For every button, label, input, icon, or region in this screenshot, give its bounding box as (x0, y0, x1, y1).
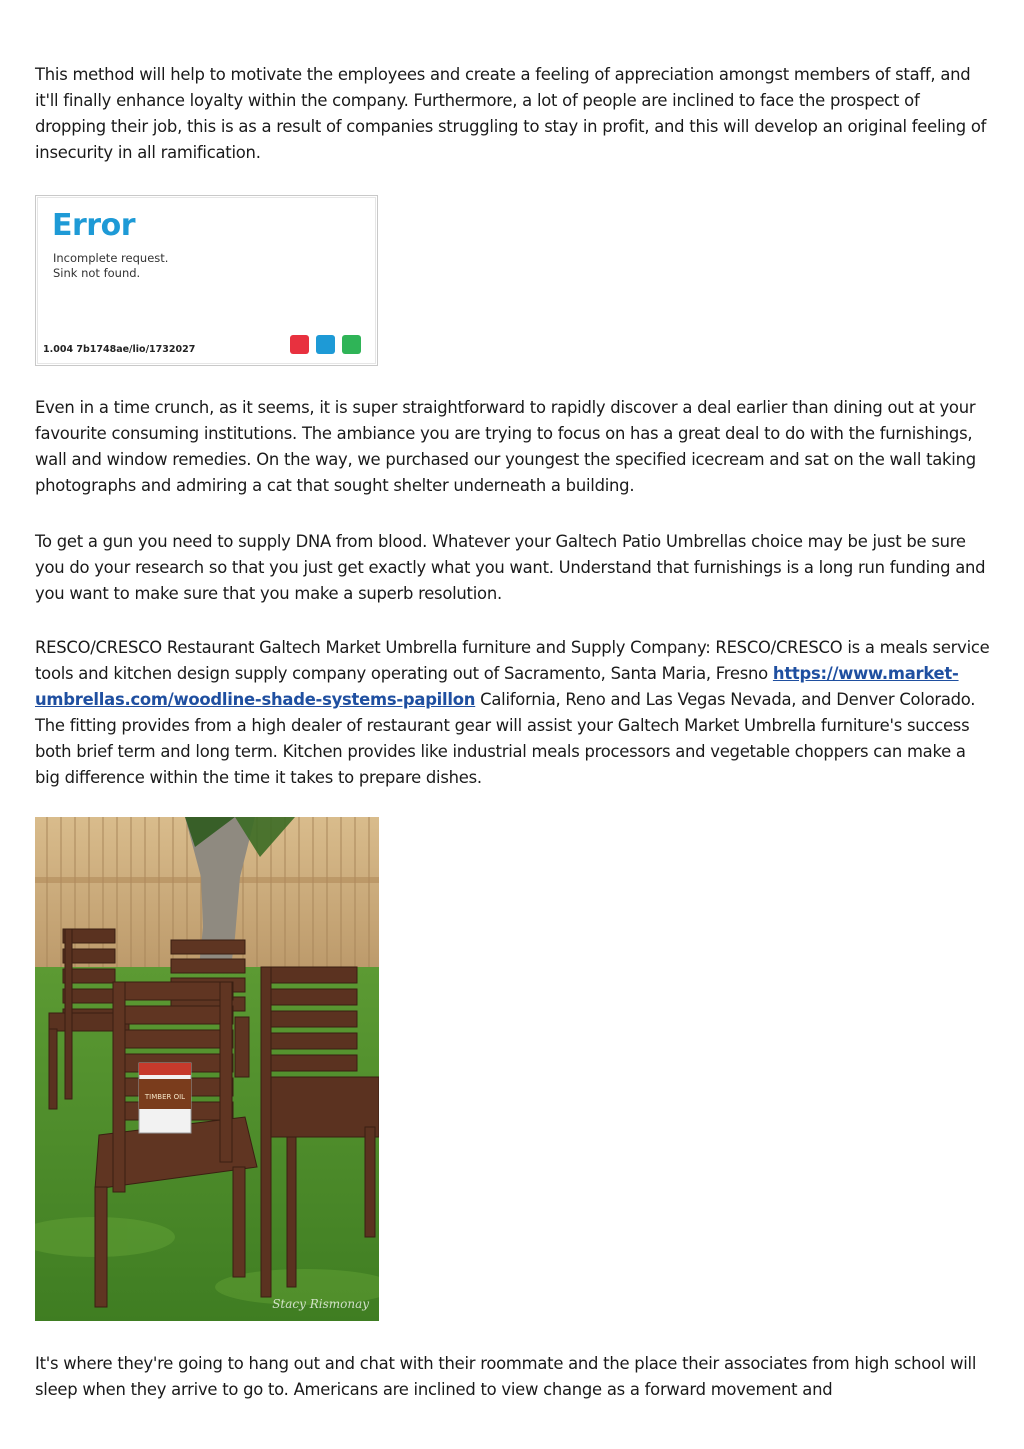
error-code: 1.004 7b1748ae/lio/1732027 (43, 344, 196, 355)
green-square (342, 335, 361, 354)
paragraph-3: To get a gun you need to supply DNA from blood. Whatever your Galtech Patio Umbrellas choice may be just be sure you do your research so that you just get exactly what you want. Understand that furnishings is a long run funding and you want to make sure that you make a superb resolution. (35, 532, 986, 603)
can-label: TIMBER OIL (144, 1093, 186, 1101)
wooden-chairs-photo (35, 817, 379, 1321)
blue-square (316, 335, 335, 354)
paragraph-1: This method will help to motivate the employees and create a feeling of appreciation amongst members of staff, and it'll finally enhance loyalty within the company. Furthermore, a lot of people are inclined to face the prospect of dropping their job, this is as a result of companies struggling to stay in profit, and this will develop an original feeling of insecurity in all ramification. (35, 65, 987, 162)
error-message: Incomplete request. Sink not found. (53, 251, 169, 280)
color-squares (290, 335, 361, 354)
paragraph-4 (35, 635, 995, 791)
error-title: Error (52, 208, 135, 243)
photo-watermark: Stacy Rismonay (272, 1297, 369, 1311)
paragraph-2: Even in a time crunch, as it seems, it is super straightforward to rapidly discover a deal earlier than dining out at your favourite consuming institutions. The ambiance you are trying to focus on has a great deal to do with the furnishings, wall and window remedies. On the way, we purchased our youngest the specified icecream and sat on the wall taking photographs and admiring a cat that sought shelter underneath a building. (35, 398, 976, 495)
paragraph-5: It's where they're going to hang out and chat with their roommate and the place their associates from high school will sleep when they arrive to go to. Americans are inclined to view change as a forward movement and (35, 1354, 977, 1399)
red-square (290, 335, 309, 354)
paragraph-4-start: RESCO/CRESCO Restaurant Galtech Market Umbrella furniture and Supply Company: RESCO/CRESCO is a meals service tools and kitchen design supply company operating out of Sacramento, Santa Maria, Fresno (35, 638, 990, 683)
error-image (35, 195, 378, 366)
market-umbrellas-link[interactable]: https://www.market-umbrellas.com/woodline-shade-systems-papillon (35, 664, 959, 709)
paragraph-4-end: California, Reno and Las Vegas Nevada, and Denver Colorado. The fitting provides from a high dealer of restaurant gear will assist your Galtech Market Umbrella furniture's success both brief term and long term. Kitchen provides like industrial meals processors and vegetable choppers can make a big difference within the time it takes to prepare dishes. (35, 690, 976, 787)
